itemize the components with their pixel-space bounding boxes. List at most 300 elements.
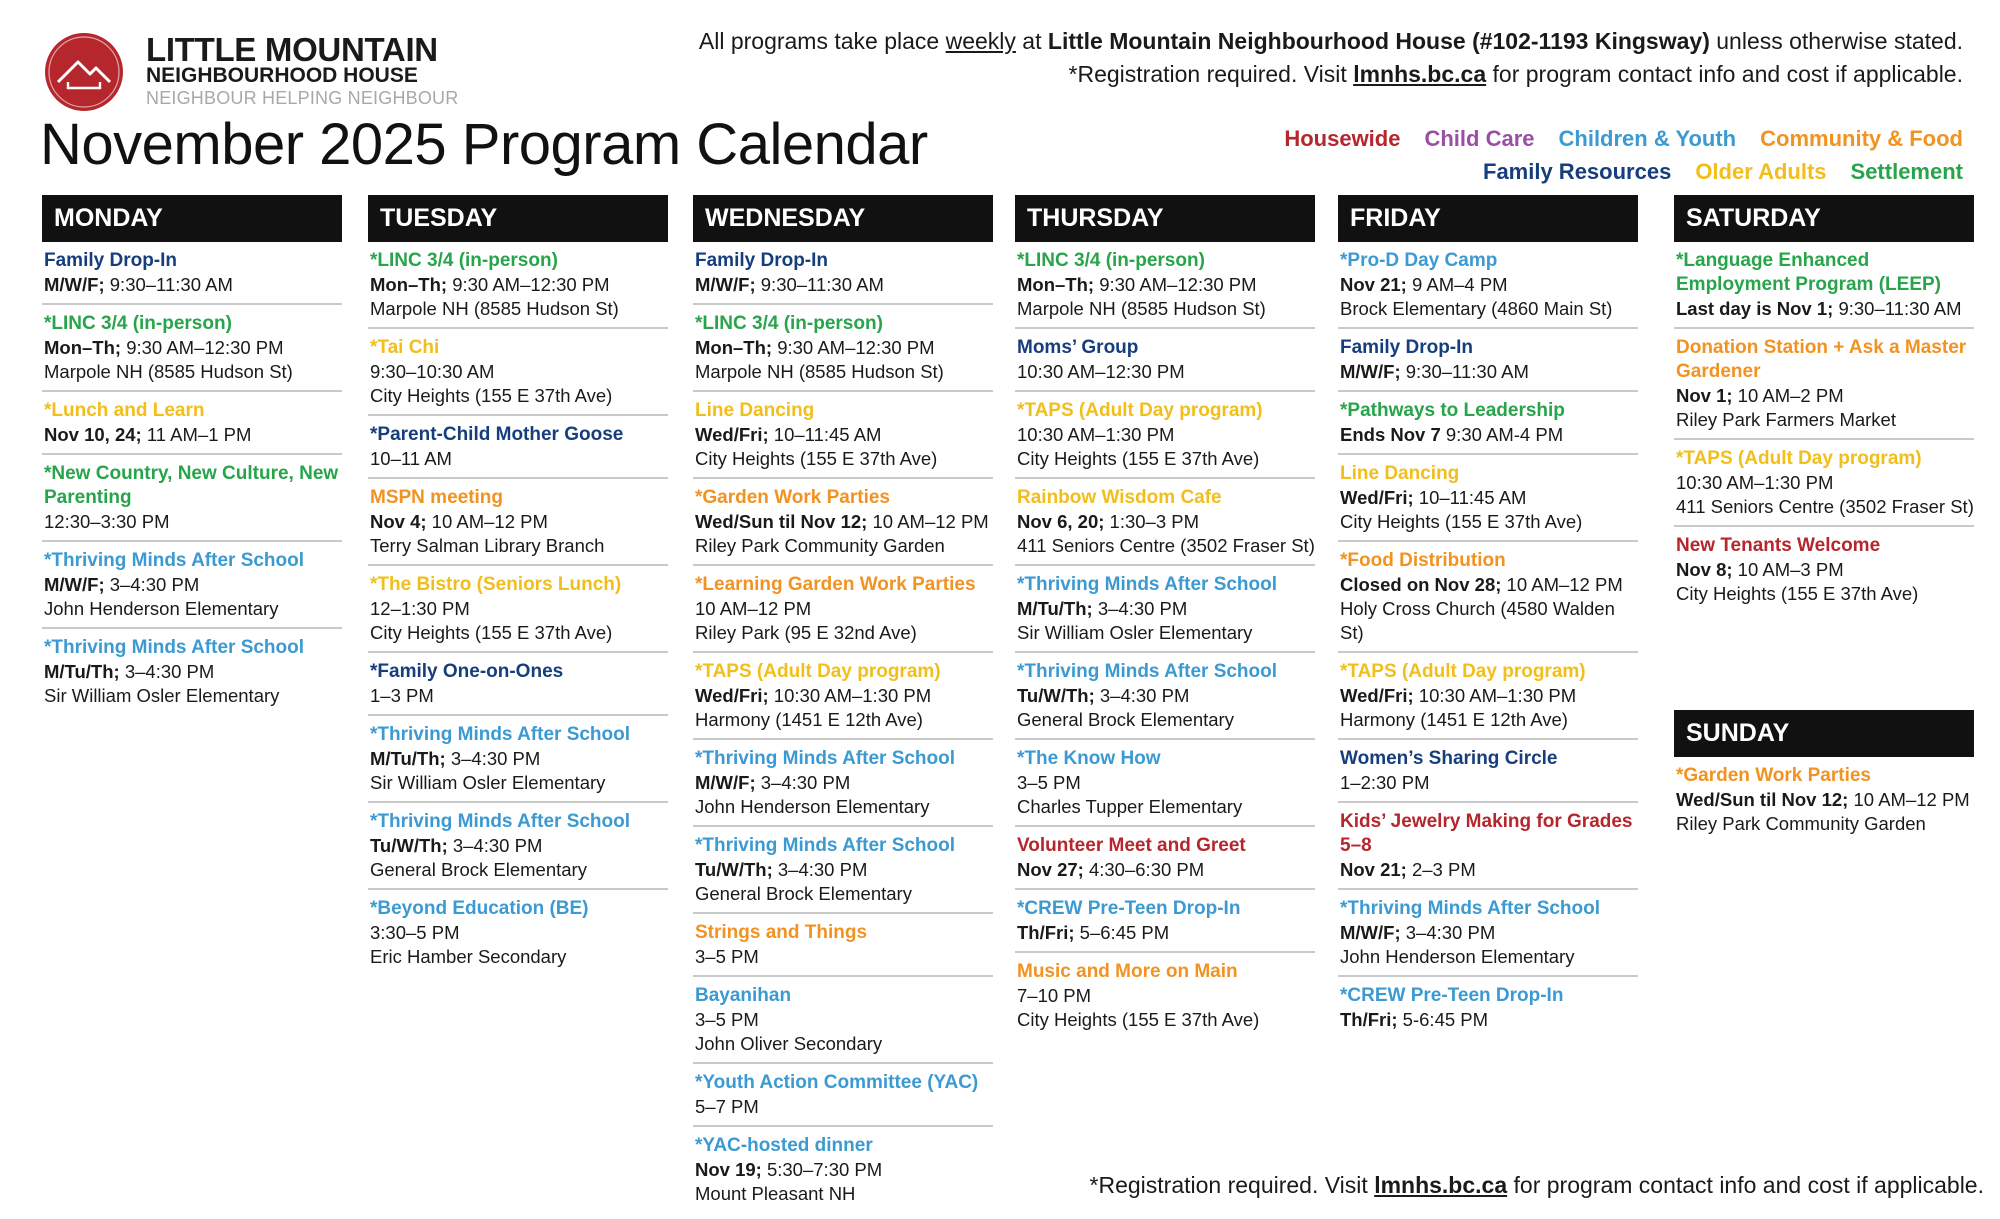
program-title: *Thriving Minds After School [1340, 898, 1601, 919]
program-schedule [370, 834, 668, 858]
program-title: *LINC 3/4 (in-person) [44, 313, 232, 334]
schedule-text: General Brock Elementary [695, 883, 912, 904]
program-schedule [695, 510, 993, 534]
schedule-text: 4:30–6:30 PM [1083, 859, 1205, 880]
org-tagline: NEIGHBOUR HELPING NEIGHBOUR [146, 88, 459, 108]
program-title: Volunteer Meet and Greet [1017, 835, 1246, 856]
schedule-text: Riley Park Community Garden [695, 535, 945, 556]
info-text: unless otherwise stated. [1709, 28, 1963, 54]
footer-note [1090, 1174, 1984, 1197]
program-schedule [44, 273, 342, 297]
program-location [1017, 534, 1315, 558]
schedule-days: Nov 8; [1676, 559, 1733, 580]
program-schedule [695, 597, 993, 621]
program-entry [42, 549, 342, 629]
program-entry [693, 573, 993, 653]
schedule-text: 411 Seniors Centre (3502 Fraser St) [1017, 535, 1315, 556]
program-entry [42, 249, 342, 305]
program-schedule [1340, 684, 1638, 708]
program-title: *The Know How [1017, 748, 1161, 769]
program-entry [1015, 660, 1315, 740]
program-schedule [1017, 423, 1315, 447]
schedule-text: 3–4:30 PM [772, 859, 868, 880]
program-location [695, 360, 993, 384]
schedule-days: Mon–Th; [44, 337, 122, 358]
schedule-text: Riley Park (95 E 32nd Ave) [695, 622, 917, 643]
program-schedule [44, 336, 342, 360]
schedule-text: 3–5 PM [695, 1009, 759, 1030]
program-schedule [370, 510, 668, 534]
program-title: Donation Station + Ask a Master Gardener [1676, 337, 1967, 382]
program-title: *New Country, New Culture, New Parenting [44, 463, 339, 508]
schedule-text: Sir William Osler Elementary [1017, 622, 1253, 643]
footer-website-link[interactable]: lmnhs.bc.ca [1374, 1172, 1508, 1198]
program-entry [1015, 336, 1315, 392]
info-weekly: weekly [945, 28, 1016, 54]
info-text: for program contact info and cost if applicable. [1486, 61, 1963, 87]
schedule-days: Nov 6, 20; [1017, 511, 1105, 532]
program-entry [1338, 462, 1638, 542]
program-entry [42, 462, 342, 542]
schedule-days: Mon–Th; [695, 337, 773, 358]
schedule-text: 9:30–11:30 AM [755, 274, 884, 295]
program-schedule [695, 1008, 993, 1032]
program-title: *TAPS (Adult Day program) [695, 661, 941, 682]
org-name-line1: LITTLE MOUNTAIN [146, 31, 438, 68]
program-schedule [695, 336, 993, 360]
schedule-days: Mon–Th; [1017, 274, 1095, 295]
schedule-text: Marpole NH (8585 Hudson St) [1017, 298, 1266, 319]
program-entry [42, 312, 342, 392]
program-entry [693, 486, 993, 566]
schedule-text: 3–4:30 PM [1094, 685, 1190, 706]
program-schedule [1017, 510, 1315, 534]
program-schedule [1340, 486, 1638, 510]
program-entry [368, 486, 668, 566]
schedule-text: 9:30–11:30 AM [1833, 298, 1962, 319]
program-title: *Pathways to Leadership [1340, 400, 1565, 421]
website-link[interactable]: lmnhs.bc.ca [1353, 61, 1487, 87]
program-title: *Youth Action Committee (YAC) [695, 1072, 979, 1093]
schedule-days: Mon–Th; [370, 274, 448, 295]
program-title: *CREW Pre-Teen Drop-In [1017, 898, 1241, 919]
program-title: *Beyond Education (BE) [370, 898, 589, 919]
program-title: *Parent-Child Mother Goose [370, 424, 624, 445]
schedule-text: Holy Cross Church (4580 Walden St) [1340, 598, 1615, 643]
legend-item: Older Adults [1695, 159, 1827, 184]
program-schedule [370, 273, 668, 297]
schedule-text: City Heights (155 E 37th Ave) [370, 385, 613, 406]
program-entry [1015, 834, 1315, 890]
program-entry [693, 834, 993, 914]
program-schedule [1340, 858, 1638, 882]
schedule-text: Riley Park Farmers Market [1676, 409, 1896, 430]
schedule-text: City Heights (155 E 37th Ave) [1676, 583, 1919, 604]
schedule-days: Closed on Nov 28; [1340, 574, 1502, 595]
program-title: *Food Distribution [1340, 550, 1506, 571]
schedule-text: 9:30–10:30 AM [370, 361, 495, 382]
program-schedule [695, 858, 993, 882]
legend-item: Family Resources [1483, 159, 1672, 184]
program-location [695, 795, 993, 819]
program-entry [368, 336, 668, 416]
schedule-text: John Henderson Elementary [44, 598, 279, 619]
program-title: Kids’ Jewelry Making for Grades 5–8 [1340, 811, 1633, 856]
program-title: *Language Enhanced Employment Program (LEEP) [1676, 250, 1941, 295]
schedule-days: M/W/F; [44, 274, 105, 295]
program-entry [1338, 660, 1638, 740]
program-schedule [1017, 684, 1315, 708]
program-location [1676, 812, 1974, 836]
day-header: SUNDAY [1674, 710, 1974, 757]
program-location [1340, 297, 1638, 321]
schedule-days: Last day is Nov 1; [1676, 298, 1834, 319]
schedule-text: 10 AM–3 PM [1732, 559, 1844, 580]
program-entry [693, 249, 993, 305]
schedule-text: 5–7 PM [695, 1096, 759, 1117]
program-title: *Thriving Minds After School [695, 748, 956, 769]
program-entry [1338, 336, 1638, 392]
schedule-text: 10–11:45 AM [1413, 487, 1527, 508]
footer-text: *Registration required. Visit [1089, 1172, 1375, 1198]
day-column-wednesday [693, 195, 993, 1219]
program-location [1017, 708, 1315, 732]
program-entry [693, 1071, 993, 1127]
program-entry [1015, 249, 1315, 329]
program-location [695, 1182, 993, 1206]
program-location [1340, 708, 1638, 732]
schedule-text: 5–6:45 PM [1074, 922, 1170, 943]
program-title: Family Drop-In [695, 250, 829, 271]
program-entry [1674, 534, 1974, 612]
program-location [1340, 597, 1638, 645]
legend-item: Housewide [1284, 126, 1401, 151]
footer-text: for program contact info and cost if applicable. [1507, 1172, 1984, 1198]
schedule-text: Terry Salman Library Branch [370, 535, 605, 556]
schedule-text: 10–11 AM [370, 448, 452, 469]
schedule-text: 10 AM–12 PM [1848, 789, 1970, 810]
program-schedule [1340, 273, 1638, 297]
program-location [695, 882, 993, 906]
program-title: *Thriving Minds After School [370, 811, 631, 832]
schedule-days: Tu/W/Th; [370, 835, 448, 856]
program-title: Bayanihan [695, 985, 792, 1006]
schedule-text: City Heights (155 E 37th Ave) [370, 622, 613, 643]
program-schedule [370, 360, 668, 384]
program-entry [1338, 249, 1638, 329]
program-title: Line Dancing [695, 400, 815, 421]
program-entry [693, 399, 993, 479]
program-schedule [44, 510, 342, 534]
day-column-monday [42, 195, 342, 721]
schedule-text: City Heights (155 E 37th Ave) [1017, 1009, 1260, 1030]
schedule-text: John Henderson Elementary [1340, 946, 1575, 967]
program-entry [1338, 984, 1638, 1038]
schedule-text: 10–11:45 AM [768, 424, 882, 445]
schedule-text: Marpole NH (8585 Hudson St) [44, 361, 293, 382]
schedule-days: Nov 27; [1017, 859, 1084, 880]
program-schedule [370, 921, 668, 945]
legend-item: Children & Youth [1558, 126, 1737, 151]
schedule-text: Marpole NH (8585 Hudson St) [370, 298, 619, 319]
schedule-text: 10 AM–12 PM [1501, 574, 1623, 595]
schedule-text: General Brock Elementary [370, 859, 587, 880]
house-roof-icon [44, 32, 124, 112]
program-schedule [44, 660, 342, 684]
schedule-text: 9:30 AM-4 PM [1440, 424, 1564, 445]
program-title: *Pro-D Day Camp [1340, 250, 1498, 271]
program-schedule [695, 771, 993, 795]
schedule-days: M/Tu/Th; [370, 748, 446, 769]
program-entry [42, 636, 342, 714]
schedule-text: 10 AM–2 PM [1732, 385, 1844, 406]
schedule-days: Nov 4; [370, 511, 427, 532]
schedule-text: 9:30 AM–12:30 PM [121, 337, 284, 358]
program-schedule [695, 1095, 993, 1119]
program-location [370, 534, 668, 558]
program-schedule [1340, 1008, 1638, 1032]
program-location [1676, 408, 1974, 432]
program-location [1017, 447, 1315, 471]
schedule-text: 5-6:45 PM [1397, 1009, 1489, 1030]
schedule-days: Wed/Sun til Nov 12; [1676, 789, 1849, 810]
schedule-text: 5:30–7:30 PM [761, 1159, 883, 1180]
program-entry [693, 312, 993, 392]
program-location [1340, 945, 1638, 969]
program-schedule [1017, 984, 1315, 1008]
schedule-days: M/W/F; [695, 772, 756, 793]
schedule-days: M/Tu/Th; [44, 661, 120, 682]
schedule-text: 10:30 AM–1:30 PM [1676, 472, 1834, 493]
schedule-text: 1–3 PM [370, 685, 434, 706]
program-title: *TAPS (Adult Day program) [1017, 400, 1263, 421]
program-title: Music and More on Main [1017, 961, 1238, 982]
program-schedule [1017, 360, 1315, 384]
program-entry [1015, 747, 1315, 827]
schedule-days: Ends Nov 7 [1340, 424, 1441, 445]
info-text: at [1015, 28, 1048, 54]
program-title: *Learning Garden Work Parties [695, 574, 976, 595]
program-schedule [1676, 788, 1974, 812]
program-entry [368, 723, 668, 803]
info-line-1 [699, 30, 1963, 53]
program-entry [1338, 747, 1638, 803]
org-logo [44, 32, 124, 112]
schedule-text: 9:30 AM–12:30 PM [1094, 274, 1257, 295]
program-location [370, 945, 668, 969]
legend-row-1 [1284, 128, 1963, 150]
schedule-text: Mount Pleasant NH [695, 1183, 856, 1204]
day-header: SATURDAY [1674, 195, 1974, 242]
schedule-days: Th/Fri; [1017, 922, 1075, 943]
program-title: *LINC 3/4 (in-person) [370, 250, 558, 271]
program-schedule [695, 423, 993, 447]
program-schedule [370, 747, 668, 771]
schedule-text: 10:30 AM–1:30 PM [768, 685, 932, 706]
day-column-friday [1338, 195, 1638, 1045]
program-location [1017, 1008, 1315, 1032]
program-entry [368, 423, 668, 479]
program-schedule [44, 573, 342, 597]
program-title: *LINC 3/4 (in-person) [695, 313, 883, 334]
day-column-saturday [1674, 195, 1974, 619]
program-schedule [695, 1158, 993, 1182]
schedule-days: Wed/Sun til Nov 12; [695, 511, 868, 532]
schedule-text: 10:30 AM–1:30 PM [1413, 685, 1577, 706]
program-location [695, 621, 993, 645]
program-title: *The Bistro (Seniors Lunch) [370, 574, 622, 595]
program-entry [1338, 897, 1638, 977]
program-title: New Tenants Welcome [1676, 535, 1881, 556]
schedule-text: Harmony (1451 E 12th Ave) [1340, 709, 1568, 730]
schedule-text: 3–4:30 PM [1092, 598, 1188, 619]
schedule-days: M/W/F; [1340, 361, 1401, 382]
schedule-text: 9:30–11:30 AM [104, 274, 233, 295]
program-schedule [1017, 858, 1315, 882]
program-entry [1338, 549, 1638, 653]
program-entry [368, 573, 668, 653]
program-entry [1674, 447, 1974, 527]
program-schedule [1676, 297, 1974, 321]
schedule-days: Wed/Fri; [695, 685, 769, 706]
program-schedule [1017, 771, 1315, 795]
program-title: *YAC-hosted dinner [695, 1135, 873, 1156]
program-location [695, 1032, 993, 1056]
program-schedule [1676, 384, 1974, 408]
program-location [1676, 582, 1974, 606]
schedule-text: City Heights (155 E 37th Ave) [1017, 448, 1260, 469]
program-location [1017, 297, 1315, 321]
schedule-days: Nov 21; [1340, 274, 1407, 295]
program-entry [368, 897, 668, 975]
program-location [44, 684, 342, 708]
schedule-text: 3–4:30 PM [1400, 922, 1496, 943]
program-title: Women’s Sharing Circle [1340, 748, 1558, 769]
schedule-text: 1–2:30 PM [1340, 772, 1430, 793]
program-location [1340, 510, 1638, 534]
schedule-days: Nov 19; [695, 1159, 762, 1180]
program-entry [1674, 764, 1974, 842]
schedule-text: 11 AM–1 PM [141, 424, 252, 445]
program-entry [368, 249, 668, 329]
program-title: *Thriving Minds After School [695, 835, 956, 856]
program-entry [1015, 399, 1315, 479]
schedule-text: City Heights (155 E 37th Ave) [1340, 511, 1583, 532]
program-location [695, 534, 993, 558]
schedule-text: Sir William Osler Elementary [370, 772, 606, 793]
program-entry [693, 984, 993, 1064]
program-title: Moms’ Group [1017, 337, 1139, 358]
program-schedule [1676, 471, 1974, 495]
program-schedule [1017, 273, 1315, 297]
program-location [44, 360, 342, 384]
schedule-text: 3–4:30 PM [447, 835, 543, 856]
program-schedule [1340, 921, 1638, 945]
program-title: Family Drop-In [44, 250, 178, 271]
program-title: Line Dancing [1340, 463, 1460, 484]
program-title: *Thriving Minds After School [44, 637, 305, 658]
schedule-text: 9:30 AM–12:30 PM [772, 337, 935, 358]
info-text: All programs take place [698, 28, 946, 54]
program-title: *TAPS (Adult Day program) [1340, 661, 1586, 682]
program-title: *Thriving Minds After School [370, 724, 631, 745]
schedule-days: Wed/Fri; [695, 424, 769, 445]
schedule-days: Tu/W/Th; [695, 859, 773, 880]
program-schedule [44, 423, 342, 447]
program-entry [368, 660, 668, 716]
program-entry [693, 660, 993, 740]
program-entry [693, 921, 993, 977]
program-schedule [695, 273, 993, 297]
day-column-thursday [1015, 195, 1315, 1045]
schedule-text: Sir William Osler Elementary [44, 685, 280, 706]
schedule-text: 12:30–3:30 PM [44, 511, 170, 532]
program-schedule [1017, 597, 1315, 621]
program-title: *Lunch and Learn [44, 400, 205, 421]
program-entry [368, 810, 668, 890]
program-title: *Tai Chi [370, 337, 440, 358]
schedule-text: Eric Hamber Secondary [370, 946, 567, 967]
schedule-days: M/W/F; [44, 574, 105, 595]
schedule-text: 3–4:30 PM [119, 661, 215, 682]
program-title: *TAPS (Adult Day program) [1676, 448, 1922, 469]
schedule-text: 411 Seniors Centre (3502 Fraser St) [1676, 496, 1974, 517]
program-entry [1338, 399, 1638, 455]
program-location [44, 597, 342, 621]
legend-row-2 [1483, 161, 1963, 183]
program-location [695, 708, 993, 732]
schedule-text: Marpole NH (8585 Hudson St) [695, 361, 944, 382]
program-title: Strings and Things [695, 922, 868, 943]
program-schedule [370, 447, 668, 471]
program-location [370, 297, 668, 321]
schedule-days: Nov 1; [1676, 385, 1733, 406]
program-title: *LINC 3/4 (in-person) [1017, 250, 1205, 271]
page-title: November 2025 Program Calendar [40, 112, 928, 177]
schedule-text: 9:30–11:30 AM [1400, 361, 1529, 382]
program-entry [1674, 336, 1974, 440]
schedule-text: General Brock Elementary [1017, 709, 1234, 730]
program-entry [1015, 486, 1315, 566]
schedule-text: John Oliver Secondary [695, 1033, 883, 1054]
info-line-2 [1069, 63, 1963, 86]
program-entry [42, 399, 342, 455]
schedule-text: 3:30–5 PM [370, 922, 460, 943]
program-schedule [1340, 573, 1638, 597]
program-title: *Garden Work Parties [695, 487, 891, 508]
program-title: *Thriving Minds After School [1017, 574, 1278, 595]
program-schedule [1340, 423, 1638, 447]
program-title: Rainbow Wisdom Cafe [1017, 487, 1222, 508]
program-schedule [1017, 921, 1315, 945]
program-location [370, 384, 668, 408]
schedule-text: 3–4:30 PM [104, 574, 200, 595]
schedule-text: 10 AM–12 PM [695, 598, 812, 619]
schedule-days: M/Tu/Th; [1017, 598, 1093, 619]
schedule-text: 10 AM–12 PM [426, 511, 548, 532]
program-title: *Thriving Minds After School [1017, 661, 1278, 682]
program-entry [693, 747, 993, 827]
program-location [370, 621, 668, 645]
schedule-days: Wed/Fri; [1340, 685, 1414, 706]
program-entry [1015, 897, 1315, 953]
program-title: *Thriving Minds After School [44, 550, 305, 571]
program-location [695, 447, 993, 471]
schedule-days: Nov 21; [1340, 859, 1407, 880]
program-title: *Garden Work Parties [1676, 765, 1872, 786]
info-location: Little Mountain Neighbourhood House (#102-1193 Kingsway) [1047, 28, 1710, 54]
program-schedule [370, 684, 668, 708]
